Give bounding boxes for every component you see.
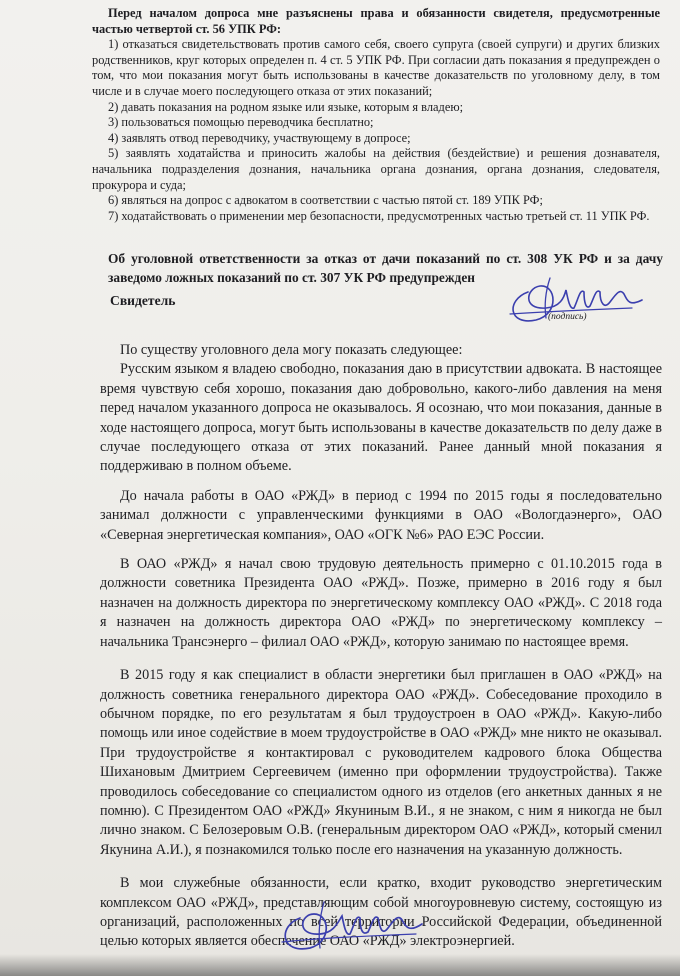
rights-item: 4) заявлять отвод переводчику, участвующему в допросе; <box>108 130 411 145</box>
signature-caption: (подпись) <box>548 312 587 322</box>
bottom-signature <box>270 892 430 962</box>
testimony-paragraph: Русским языком я владею свободно, показания даю в присутствии адвоката. В настоящее время чувствую себя хорошо, показания даю добровольно, какого-либо давления на меня перед началом указанного допроса не оказывалось. Я осознаю, что мои показания, данные в ходе настоящего допроса, могут быть использованы в качестве доказательств по делу даже в случае последующего отказа от этих показаний. Ранее данный мной показания я поддерживаю в полном объеме. <box>100 361 662 475</box>
testimony-paragraph: По существу уголовного дела могу показать следующее: <box>120 342 463 358</box>
criminal-liability-warning: Об уголовной ответственности за отказ от дачи показаний по ст. 308 УК РФ и за дачу заведомо ложных показаний по ст. 307 УК РФ предупрежден <box>108 251 663 285</box>
rights-item: 3) пользоваться помощью переводчика бесплатно; <box>108 115 374 130</box>
rights-item: 2) давать показания на родном языке или языке, которым я владею; <box>108 99 464 114</box>
rights-item: 6) являться на допрос с адвокатом в соответствии с частью пятой ст. 189 УПК РФ; <box>108 193 543 208</box>
rights-item: 5) заявлять ходатайства и приносить жалобы на действия (бездействие) и решения дознавателя, начальника подразделения дознания, начальника органа дознания, органа дознания, следователя, прокурора и суда; <box>92 146 660 192</box>
witness-signature <box>500 270 650 332</box>
testimony-paragraph: В ОАО «РЖД» я начал свою трудовую деятельность примерно с 01.10.2015 года в должности советника Президента ОАО «РЖД». Позже, примерно в 2016 году я был назначен на должность директора по энергетическому комплексу ОАО «РЖД». С 2018 года я назначен на должность директора ОАО «РЖД» по энергетическому комплексу – начальника Трансэнерго – филиал ОАО «РЖД», которую занимаю по настоящее время. <box>100 556 662 650</box>
witness-rights-block <box>92 6 660 224</box>
rights-item: 7) ходатайствовать о применении мер безопасности, предусмотренных частью третьей ст. 11 УПК РФ. <box>108 208 650 223</box>
testimony-paragraph: В мои служебные обязанности, если кратко, входит руководство энергетическим комплексом ОАО «РЖД», представляющим собой многоуровневую систему, состоящую из организаций, расположенных по всей территории Российской Федерации, объединенной целью которых является обеспечение ОАО «РЖД» электроэнергией. <box>100 875 662 950</box>
photo-shadow-edge <box>0 954 680 976</box>
witness-label: Свидетель <box>110 293 176 308</box>
testimony-paragraph: В 2015 году я как специалист в области энергетики был приглашен в ОАО «РЖД» на должность советника генерального директора ОАО «РЖД». Собеседование проходило в обычном порядке, по его результатам я был трудоустроен в ОАО «РЖД». Какую-либо помощь или иное содействие в моем трудоустройстве в ОАО «РЖД» мне никто не оказывал. При трудоустройстве я контактировал с руководителем кадрового блока Общества Шихановым Дмитрием Сергеевичем (именно при оформлении трудоустройства). Также проводилось собеседование со специалистом одного из отделов (его анкетных данных я не помню). С Президентом ОАО «РЖД» Якуниным В.И., я не знаком, с ним я никогда не был лично знаком. С Белозеровым О.В. (генеральным директором ОАО «РЖД», который сменил Якунина А.И.), я познакомился только после его назначения на указанную должность. <box>100 667 662 858</box>
testimony-block <box>100 325 662 952</box>
rights-header: Перед началом допроса мне разъяснены права и обязанности свидетеля, предусмотренные частью четвертой ст. 56 УПК РФ: <box>92 6 660 36</box>
testimony-paragraph: До начала работы в ОАО «РЖД» в период с 1994 по 2015 годы я последовательно занимал должности с управленческими функциями в ОАО «Вологдаэнерго», ОАО «Северная энергетическая компания», ОАО «ОГК №6» РАО ЕЭС России. <box>100 487 662 543</box>
rights-item: 1) отказаться свидетельствовать против самого себя, своего супруга (своей супруги) и других близких родственников, круг которых определен п. 4 ст. 5 УПК РФ. При согласии дать показания я предупрежден о том, что мои показания могут быть использованы в качестве доказательств по уголовному делу, в том числе и в случае моего последующего отказа от этих показаний; <box>92 37 660 98</box>
